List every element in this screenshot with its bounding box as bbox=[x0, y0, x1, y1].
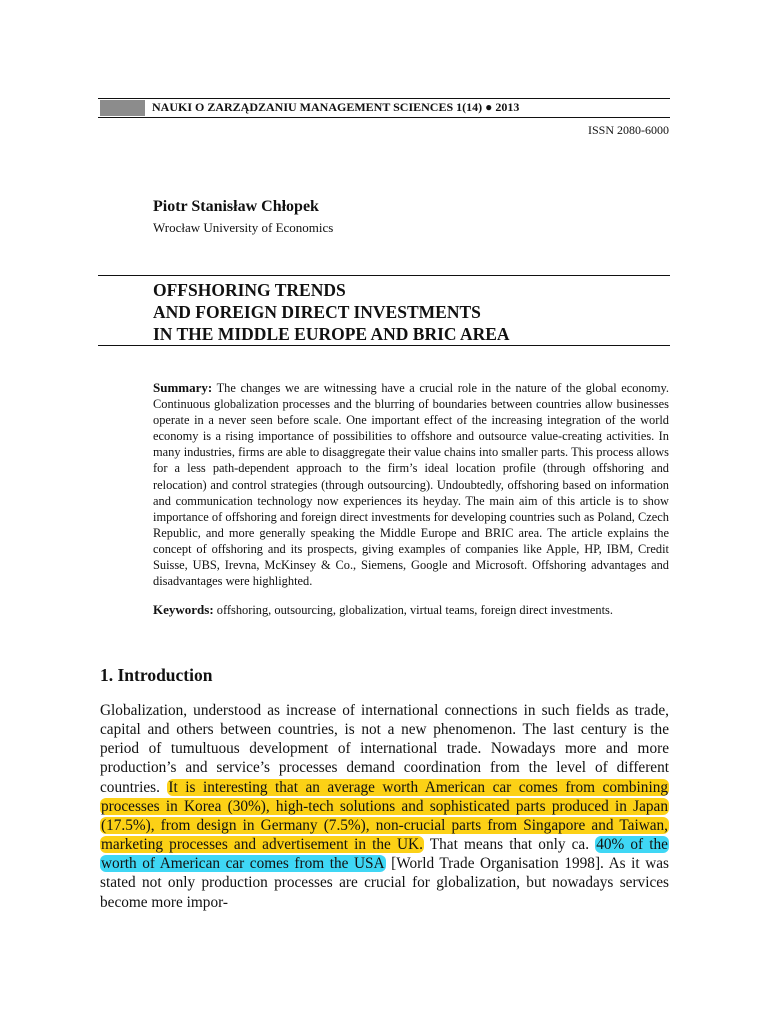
intro-text-part-3: [World Trade Organisation 1998]. As it was stated not only production processes are crucial for globalization, but nowadays services become more impor- bbox=[100, 855, 669, 911]
keywords-line bbox=[153, 602, 669, 618]
intro-text-part-2: That means that only ca. bbox=[429, 836, 590, 854]
summary-label: Summary: bbox=[153, 380, 213, 395]
journal-header: NAUKI O ZARZĄDZANIU MANAGEMENT SCIENCES 1(14) ● 2013 bbox=[152, 100, 520, 114]
intro-text-part-1: Globalization, understood as increase of international connections in such fields as trade, capital and others between countries, is not a new phenomenon. The last century is the period of tumultuous development of international trade. Nowadays more and more production’s and service’s processes demand coordination from the level of different countries. bbox=[100, 702, 669, 796]
title-line-1: OFFSHORING TRENDS bbox=[153, 280, 346, 300]
keywords-label: Keywords: bbox=[153, 602, 214, 617]
summary-paragraph bbox=[153, 380, 669, 589]
issn-number: ISSN 2080-6000 bbox=[587, 123, 669, 137]
title-bottom-rule bbox=[98, 345, 670, 346]
introduction-paragraph bbox=[100, 701, 669, 912]
paper-title bbox=[153, 279, 510, 345]
title-line-3: IN THE MIDDLE EUROPE AND BRIC AREA bbox=[153, 324, 510, 344]
header-gray-block bbox=[100, 100, 145, 116]
title-line-2: AND FOREIGN DIRECT INVESTMENTS bbox=[153, 302, 481, 322]
title-top-rule bbox=[98, 275, 670, 276]
header-bottom-rule bbox=[98, 117, 670, 118]
keywords-text: offshoring, outsourcing, globalization, virtual teams, foreign direct investments. bbox=[216, 603, 613, 617]
section-heading: 1. Introduction bbox=[100, 665, 213, 685]
author-name: Piotr Stanisław Chłopek bbox=[153, 198, 319, 215]
highlight-cyan: 40% of the worth of American car comes from the USA bbox=[101, 836, 668, 873]
summary-text: The changes we are witnessing have a crucial role in the nature of the global economy. Continuous globalization processes and the blurring of boundaries between countries allow businesses operate in a never seen before scale. One important effect of the increasing integration of the world economy is a rising importance of possibilities to offshore and outsource value-creating activities. In many industries, firms are able to disaggregate their value chains into smaller parts. This process allows for a less path-dependent approach to the firm’s ideal location profile (through offshoring and relocation) and control strategies (through outsourcing). Undoubtedly, offshoring based on information and communication technology now experiences its heyday. The main aim of this article is to show importance of offshoring and foreign direct investments for developing countries such as Poland, Czech Republic, and more generally speaking the Middle Europe and BRIC area. The article explains the concept of offshoring and its prospects, giving examples of companies like Apple, HP, IBM, Credit Suisse, UBS, Irevna, McKinsey & Co., Siemens, Google and Microsoft. Offshoring advantages and disadvantages were highlighted. bbox=[153, 381, 669, 589]
author-affiliation: Wrocław University of Economics bbox=[153, 220, 334, 235]
highlight-yellow: It is interesting that an average worth American car comes from combining processes in Korea (30%), high-tech solutions and sophisticated parts produced in Japan (17.5%), from design in Germany (7.5%), non-crucial parts from Singapore and Taiwan, marketing processes and advertisement in the UK. bbox=[101, 778, 668, 854]
